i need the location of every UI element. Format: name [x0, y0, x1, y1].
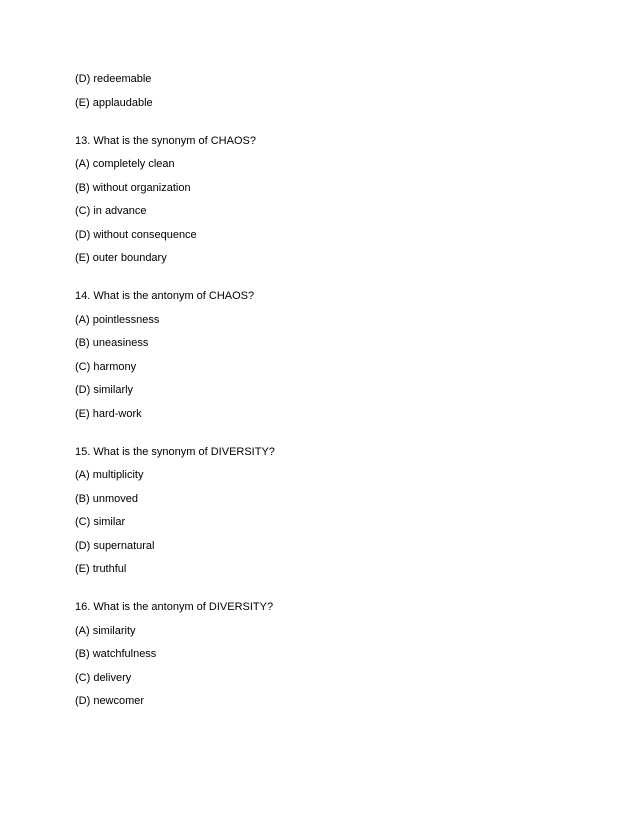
answer-option: (C) delivery — [75, 671, 132, 684]
question-text: 13. What is the synonym of CHAOS? — [75, 134, 256, 147]
answer-option: (E) outer boundary — [75, 252, 167, 264]
answer-option: (C) in advance — [75, 205, 147, 217]
question-16 — [75, 600, 575, 709]
question-text: 14. What is the antonym of CHAOS? — [75, 290, 255, 302]
answer-option: (A) multiplicity — [75, 469, 144, 481]
answer-option: (D) similarly — [75, 384, 134, 396]
answer-option: (B) without organization — [75, 181, 191, 194]
answer-option: (A) pointlessness — [75, 313, 160, 326]
answer-option: (D) without consequence — [75, 228, 197, 241]
answer-option: (C) harmony — [75, 360, 137, 373]
question-text: 15. What is the synonym of DIVERSITY? — [75, 445, 275, 458]
continued-options — [75, 72, 575, 111]
answer-option: (D) supernatural — [75, 539, 155, 552]
answer-option: (D) redeemable — [75, 73, 152, 85]
question-13 — [75, 134, 575, 267]
question-14 — [75, 289, 575, 422]
answer-option: (B) uneasiness — [75, 337, 149, 349]
question-15 — [75, 445, 575, 578]
document-content — [75, 72, 575, 718]
answer-option: (D) newcomer — [75, 695, 145, 707]
answer-option: (B) watchfulness — [75, 648, 157, 660]
answer-option: (B) unmoved — [75, 492, 138, 505]
answer-option: (A) similarity — [75, 624, 136, 637]
answer-option: (E) truthful — [75, 563, 127, 575]
answer-option: (A) completely clean — [75, 158, 175, 170]
answer-option: (E) hard-work — [75, 407, 142, 420]
answer-option: (E) applaudable — [75, 96, 153, 109]
question-text: 16. What is the antonym of DIVERSITY? — [75, 601, 274, 613]
answer-option: (C) similar — [75, 516, 126, 528]
